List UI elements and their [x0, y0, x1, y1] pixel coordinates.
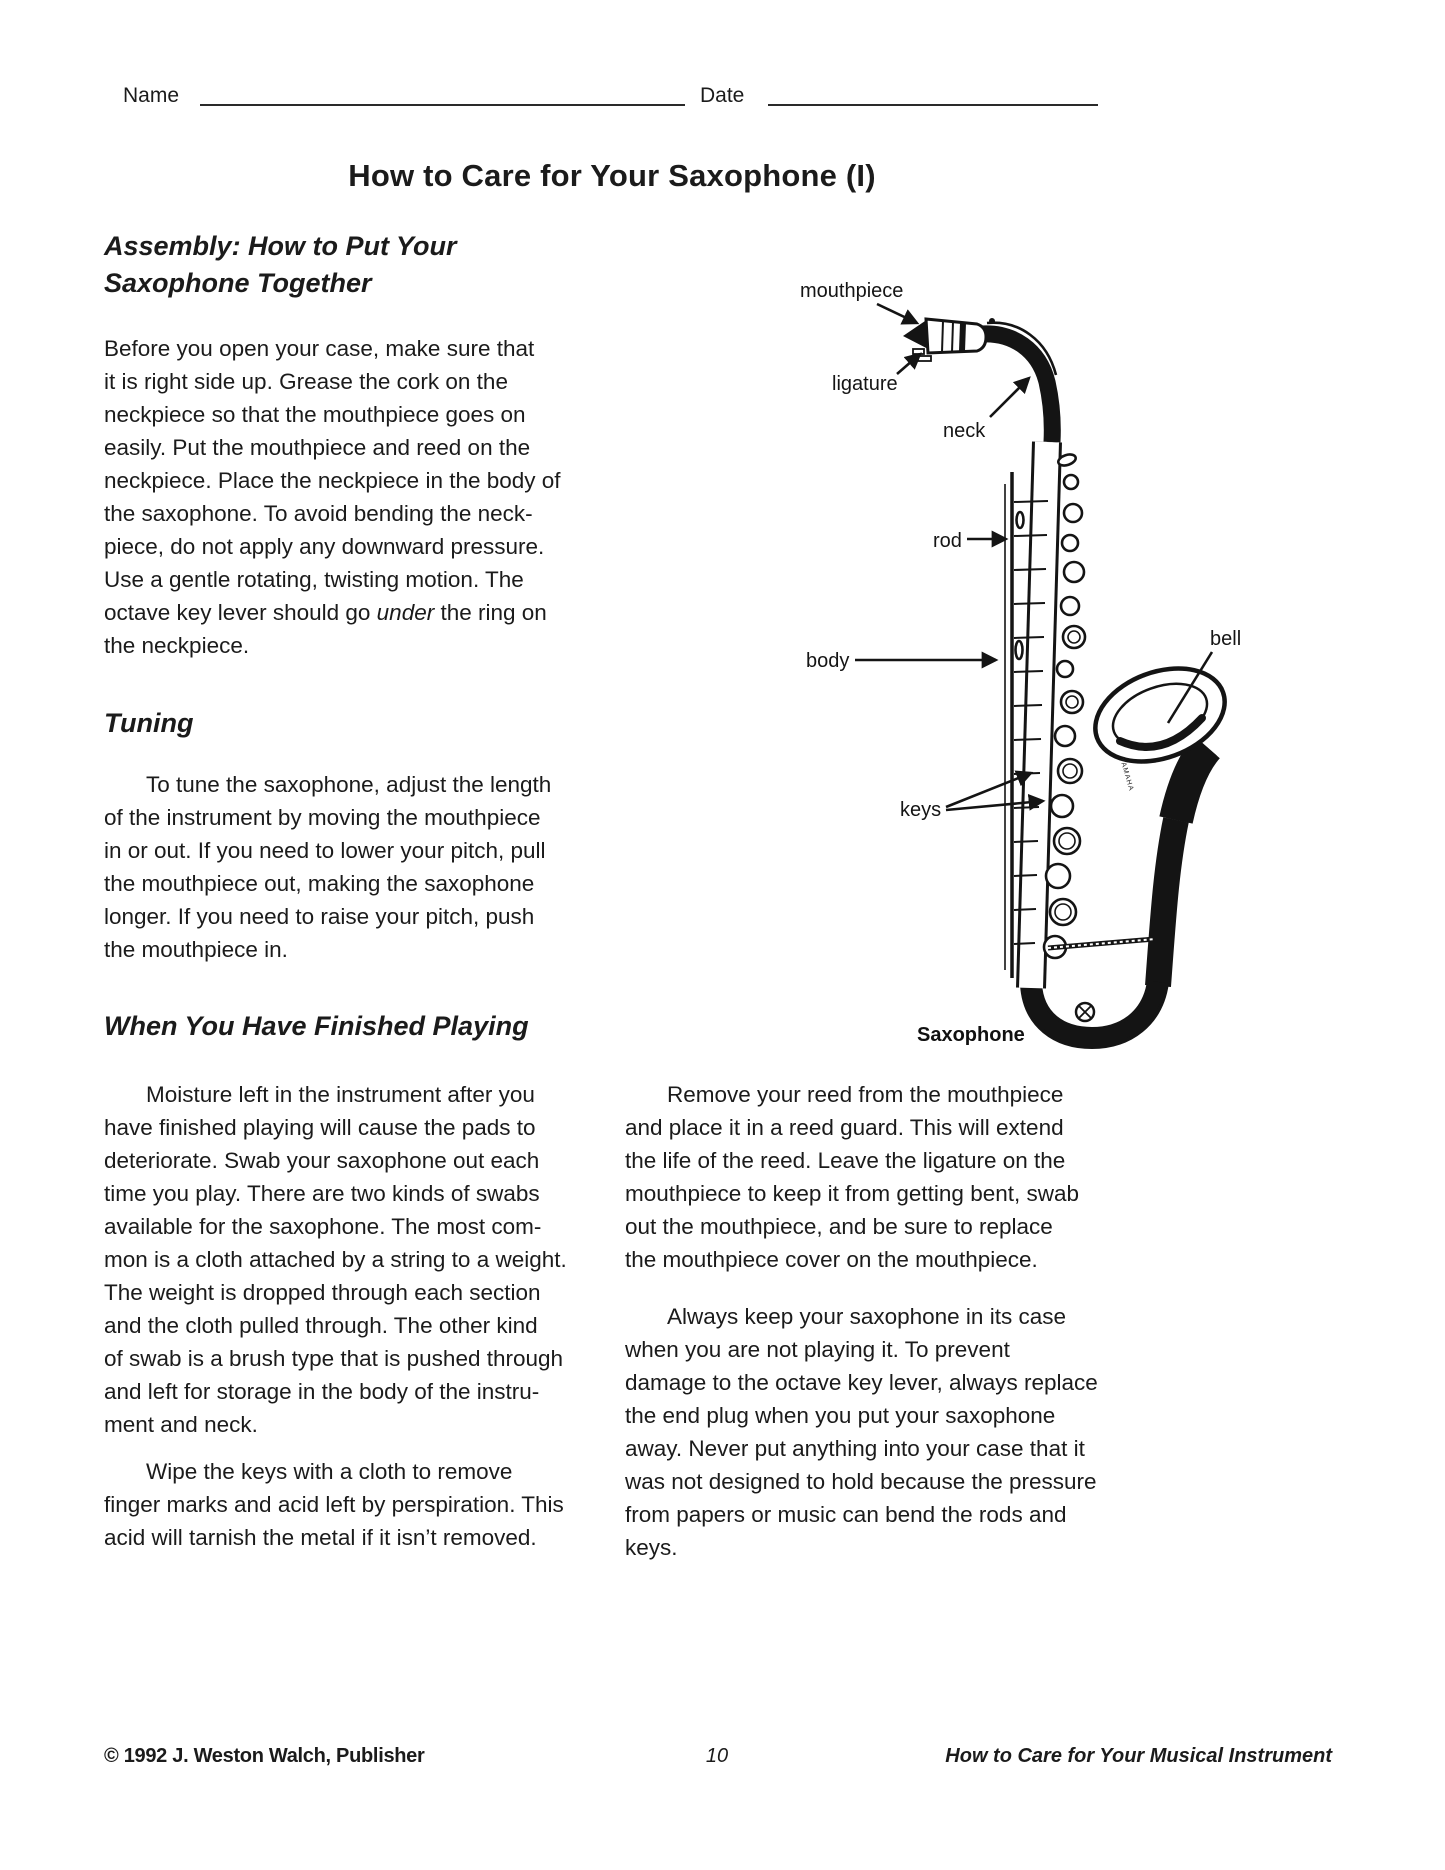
label-keys: keys — [900, 799, 942, 821]
name-label: Name — [123, 84, 180, 107]
text-line: in or out. If you need to lower your pitch, pull — [104, 838, 546, 863]
finished-paragraph-2 — [104, 1455, 616, 1554]
text-line: To tune the saxophone, adjust the length — [146, 772, 552, 797]
arrow-ligature — [897, 354, 920, 374]
text-line: out the mouthpiece, and be sure to replace — [625, 1214, 1053, 1239]
right-paragraph-2 — [625, 1300, 1140, 1564]
page-title: How to Care for Your Saxophone (I) — [348, 158, 876, 193]
text-line: deteriorate. Swab your saxophone out each — [104, 1148, 540, 1173]
label-body: body — [806, 650, 850, 672]
text-line: the mouthpiece in. — [104, 937, 288, 962]
text-line — [104, 596, 616, 629]
text-line: when you are not playing it. To prevent — [625, 1337, 1010, 1362]
text-line: of swab is a brush type that is pushed through — [104, 1346, 564, 1371]
text-line: Remove your reed from the mouthpiece — [667, 1082, 1064, 1107]
text-line: available for the saxophone. The most com- — [104, 1214, 542, 1239]
text-line: and left for storage in the body of the instru- — [104, 1379, 540, 1404]
section-heading-tuning: Tuning — [104, 708, 194, 738]
italic-word: under — [376, 600, 435, 625]
text-line: of the instrument by moving the mouthpiece — [104, 805, 541, 830]
text-line: The weight is dropped through each section — [104, 1280, 541, 1305]
footer-page-number: 10 — [705, 1745, 729, 1767]
text-line: keys. — [625, 1535, 678, 1560]
label-mouthpiece: mouthpiece — [800, 280, 904, 302]
text-line: finger marks and acid left by perspiration. This — [104, 1492, 564, 1517]
text-line: easily. Put the mouthpiece and reed on the — [104, 435, 531, 460]
text-line: longer. If you need to raise your pitch, push — [104, 904, 535, 929]
text-line: piece, do not apply any downward pressure. — [104, 534, 545, 559]
text-line: neckpiece. Place the neckpiece in the body of — [104, 468, 561, 493]
text-line: Before you open your case, make sure that — [104, 336, 535, 361]
text-line: mon is a cloth attached by a string to a weight. — [104, 1247, 567, 1272]
text-line: the neckpiece. — [104, 633, 250, 658]
label-bell: bell — [1210, 628, 1242, 650]
text-line: was not designed to hold because the pressure — [625, 1469, 1097, 1494]
text-line: the mouthpiece out, making the saxophone — [104, 871, 535, 896]
name-blank-line — [200, 104, 685, 106]
text-line: Assembly: How to Put Your — [104, 231, 457, 261]
saxophone-diagram — [615, 220, 1265, 1060]
text-line: Use a gentle rotating, twisting motion. The — [104, 567, 524, 592]
footer-book-title: How to Care for Your Musical Instrument — [945, 1745, 1332, 1767]
diagram-caption: Saxophone — [917, 1024, 1025, 1046]
text-line: the saxophone. To avoid bending the neck- — [104, 501, 533, 526]
section-heading-assembly — [104, 228, 457, 302]
text-line: and the cloth pulled through. The other kind — [104, 1313, 538, 1338]
assembly-paragraph-lines — [104, 332, 616, 596]
text-line: ment and neck. — [104, 1412, 258, 1437]
arrow-mouthpiece — [877, 304, 917, 323]
text-line: the mouthpiece cover on the mouthpiece. — [625, 1247, 1038, 1272]
text-line: from papers or music can bend the rods and — [625, 1502, 1067, 1527]
label-neck: neck — [943, 420, 986, 442]
tuning-paragraph — [104, 768, 616, 966]
right-paragraph-1 — [625, 1078, 1140, 1276]
text-line: have finished playing will cause the pads to — [104, 1115, 536, 1140]
text-line: and place it in a reed guard. This will extend — [625, 1115, 1064, 1140]
finished-paragraph-1 — [104, 1078, 616, 1441]
text-line: damage to the octave key lever, always replace — [625, 1370, 1098, 1395]
text-line: neckpiece so that the mouthpiece goes on — [104, 402, 526, 427]
text-line: time you play. There are two kinds of swabs — [104, 1181, 540, 1206]
text-line: Always keep your saxophone in its case — [667, 1304, 1066, 1329]
text-run: octave key lever should go — [104, 600, 377, 625]
arrow-keys-1 — [946, 773, 1031, 807]
assembly-paragraph — [104, 332, 616, 662]
text-line: Moisture left in the instrument after you — [146, 1082, 535, 1107]
text-line: the life of the reed. Leave the ligature on the — [625, 1148, 1066, 1173]
text-line: mouthpiece to keep it from getting bent, swab — [625, 1181, 1080, 1206]
text-line: acid will tarnish the metal if it isn’t removed. — [104, 1525, 537, 1550]
text-line: away. Never put anything into your case that it — [625, 1436, 1085, 1461]
section-heading-finished: When You Have Finished Playing — [104, 1011, 529, 1041]
text-run: the ring on — [434, 600, 547, 625]
text-line: it is right side up. Grease the cork on the — [104, 369, 508, 394]
text-line: Saxophone Together — [104, 268, 372, 298]
text-line: Wipe the keys with a cloth to remove — [146, 1459, 513, 1484]
date-label: Date — [700, 84, 745, 107]
arrow-neck — [990, 378, 1029, 417]
date-blank-line — [768, 104, 1098, 106]
label-ligature: ligature — [832, 373, 898, 395]
bell-brand-text: YAMAHA — [1118, 756, 1135, 793]
text-line: the end plug when you put your saxophone — [625, 1403, 1056, 1428]
label-rod: rod — [933, 530, 962, 552]
footer-copyright: © 1992 J. Weston Walch, Publisher — [104, 1745, 425, 1767]
